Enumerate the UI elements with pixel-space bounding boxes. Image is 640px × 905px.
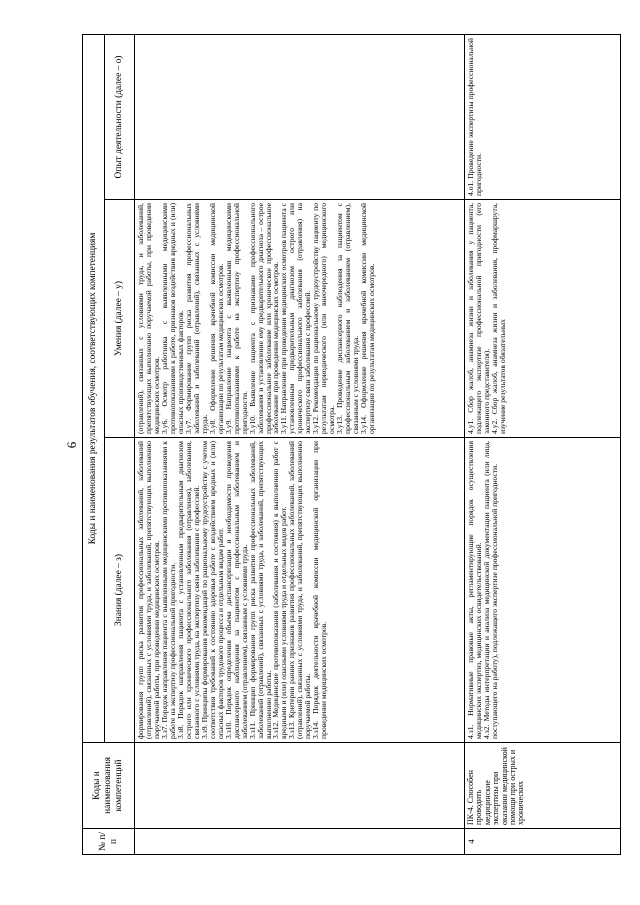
- skills-cell: [465, 200, 621, 438]
- header-row-2: [105, 35, 135, 855]
- row-number: 4: [465, 829, 621, 855]
- competency-table: [82, 34, 621, 855]
- row-number: [135, 829, 465, 855]
- skill-item: 4.у2. Сбор жалоб, анамнеза жизни и заболевания, профмаршрута, изучение результатов обязательных: [489, 203, 507, 434]
- experience-cell: [465, 35, 621, 200]
- skill-item: 3.у10. Выявление пациента с признаками профессионального заболевания и установление ему предварительного диагноза – острое профессиональное заболевание или хроническое профессиональное заболевание при проведении медицинских осмотров.: [247, 203, 281, 434]
- header-competency: Коды и наименования компетенций: [83, 743, 135, 829]
- header-experience: Опыт деятельности (далее – о): [105, 35, 135, 200]
- competency-cell: ПК-4. Способен проводить медицинские экспертизы при оказании медицинской помощи при острых и хронических: [465, 743, 621, 829]
- header-row-1: [83, 35, 105, 855]
- skill-item: 3.у11. Направление при проведении медицинских осмотров пациента с установленным предварительным диагнозом острого или хронического профессионального заболевания (отравления) на экспертизу связи заболевания с профессией.: [279, 203, 313, 434]
- header-num: № п/п: [83, 829, 135, 855]
- skill-item: 3.у13. Проведение диспансерного наблюдения за пациентом с профессиональным заболеванием и заболеванием (отравлением), связанным с условиями труда.: [335, 203, 361, 434]
- table-row: [135, 35, 465, 855]
- knowledge-item: 4.з2. Методы интерпретации и анализа медицинской документации пациента (или лица, поступающего на работу), подлежащего экспертизе профессиональной пригодности.: [481, 441, 499, 739]
- skill-item: 3.у9. Направление пациента с выявленными медицинскими противопоказаниями к работе на экспертизу профессиональной пригодности.: [223, 203, 249, 434]
- knowledge-item: 3.з8. Порядок направления пациента с установленным предварительным диагнозом острого или хронического профессионального заболевания (отравления), заболевания, связанного с условиями труда, на экспертизу связи заболевания с профессией.: [175, 441, 201, 739]
- skills-cell: [135, 200, 465, 438]
- experience-item: 4.о1. Проведение экспертизы профессиональной пригодности.: [466, 38, 483, 196]
- knowledge-item: 3.з14. Порядок деятельности врачебной комиссии медицинской организации при проведении медицинских осмотров.: [311, 441, 329, 739]
- knowledge-cell: [135, 438, 465, 743]
- header-knowledge: Знания (далее – з): [105, 438, 135, 743]
- skill-item: (отравлений), связанных с условиями труда, и заболеваний, препятствующих выполнению поручаемой работы, при проведении медицинских осмотров.: [136, 203, 161, 434]
- header-results-group: Коды и наименования результатов обучения, соответствующих компетенциям: [83, 35, 105, 743]
- knowledge-item: 4.з1. Нормативные правовые акты, регламентирующие порядок осуществления медицинских экспертиз, медицинских освидетельствований.: [466, 441, 483, 739]
- knowledge-item: 3.з7. Порядок направления пациента с выявленными медицинскими противопоказаниями к работе на экспертизу профессиональной пригодности.: [159, 441, 177, 739]
- competency-cell: [135, 743, 465, 829]
- skill-item: 3.у12. Рекомендации по рациональному трудоустройству пациенту по результатам периодического (или внеочередного) медицинского осмотра.: [311, 203, 337, 434]
- skill-item: 3.у7. Формирование групп риска развития профессиональных заболеваний и заболеваний (отравлений), связанных с условиями труда.: [183, 203, 209, 434]
- skill-item: 3.у6. Осмотр работника с выявленными медицинскими противопоказаниями к работе, признаков воздействия вредных и (или) опасных производственных факторов.: [159, 203, 185, 434]
- knowledge-item: 3.з12. Медицинские противопоказания (заболевания и состояния) к выполнению работ с вредными и (или) опасными условиями труда и отдельных видов работ.: [271, 441, 289, 739]
- skill-item: 4.у1. Сбор жалоб, анамнеза жизни и заболевания у пациента, подлежащего экспертизе профессиональной пригодности (его законного представителя).: [466, 203, 491, 434]
- rotated-content: [56, 35, 621, 855]
- page-number: 6: [64, 441, 79, 449]
- knowledge-item: 3.з13. Критерии ранних признаков развития профессиональных заболеваний, заболеваний (отравлений), связанных с условиями труда, и заболеваний, препятствующих выполнению поручаемой работы.: [287, 441, 313, 739]
- header-skills: Умения (далее – у): [105, 200, 135, 438]
- knowledge-cell: [465, 438, 621, 743]
- skill-item: 3.у14. Оформление решения врачебной комиссии медицинской организации по результатам медицинских осмотров.: [359, 203, 377, 434]
- knowledge-item: 3.з10. Порядок определения объема диспансеризации и необходимости проведения диспансерного наблюдения за пациентом с профессиональным заболеванием и заболеванием (отравлением), связанным с условиями труда.: [223, 441, 249, 739]
- knowledge-item: 3.з11. Принцип формирования групп риска развития профессиональных заболеваний, заболеваний (отравлений), связанных с условиями труда, и заболеваний, препятствующих выполнению работы.: [247, 441, 273, 739]
- knowledge-item: 3.з9. Принципы формирования рекомендаций по рациональному трудоустройству с учетом соответствия требований к состоянию здоровья работе с воздействием вредных и (или) опасных факторов трудового процесса и отдельным видам работ.: [199, 441, 225, 739]
- table-row: [465, 35, 621, 855]
- skill-item: 3.у8. Оформление решения врачебной комиссии медицинской организации по результатам медицинских осмотров.: [207, 203, 225, 434]
- knowledge-item: формирования групп риска развития профессиональных заболеваний, заболеваний (отравлений), связанных с условиями труда, и заболеваний, препятствующих выполнению поручаемой работы, при проведении медицинских осмотров.: [136, 441, 161, 739]
- experience-cell: [135, 35, 465, 200]
